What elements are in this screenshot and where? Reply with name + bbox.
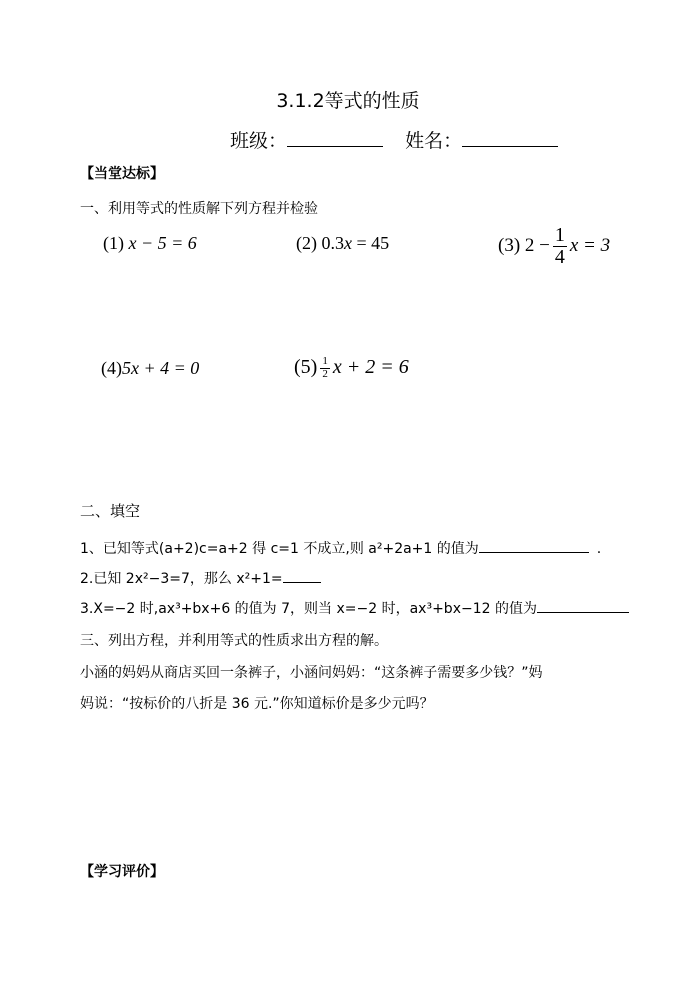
student-info bbox=[230, 126, 558, 153]
equation-2-label: (2) bbox=[296, 233, 317, 253]
fill-question-1-blank[interactable] bbox=[479, 539, 589, 553]
class-blank[interactable] bbox=[287, 128, 383, 147]
equation-3-pre: 2 − bbox=[524, 234, 550, 256]
fill-question-2-blank[interactable] bbox=[283, 569, 321, 583]
equation-5-fraction bbox=[320, 356, 330, 380]
equation-3-label: (3) bbox=[498, 234, 521, 256]
equation-5-post: x + 2 = 6 bbox=[332, 356, 409, 378]
name-label: 姓名： bbox=[405, 130, 463, 152]
fill-question-1-text: 1、已知等式(a+2)c=a+2 得 c=1 不成立,则 a²+2a+1 的值为 bbox=[80, 541, 479, 557]
fill-question-3-blank[interactable] bbox=[537, 599, 629, 613]
problem-line-1: 小涵的妈妈从商店买回一条裤子，小涵问妈妈：“这条裤子需要多少钱？”妈 bbox=[80, 665, 543, 681]
equation-1-label: (1) bbox=[103, 233, 124, 253]
practice-heading: 【当堂达标】 bbox=[80, 166, 164, 182]
equation-3-fraction bbox=[553, 225, 567, 268]
equation-4-label: (4) bbox=[101, 358, 122, 378]
equation-section-title: 三、列出方程，并利用等式的性质求出方程的解。 bbox=[80, 633, 388, 649]
equation-5-num: 1 bbox=[322, 355, 328, 368]
equation-1-body: x − 5 = 6 bbox=[128, 233, 197, 253]
page-title: 3.1.2等式的性质 bbox=[276, 90, 420, 112]
equation-4-body: 5x + 4 = 0 bbox=[122, 358, 200, 378]
equation-1 bbox=[103, 233, 197, 254]
equation-3-post: x = 3 bbox=[569, 234, 611, 256]
part1-title: 一、利用等式的性质解下列方程并检验 bbox=[80, 201, 318, 217]
equation-5-label: (5) bbox=[294, 356, 318, 378]
equation-2-coef: 0.3 bbox=[321, 233, 344, 253]
equation-2-var: x bbox=[344, 233, 352, 253]
equation-3-num: 1 bbox=[554, 224, 565, 246]
fill-question-2 bbox=[80, 568, 321, 588]
fill-title: 二、填空 bbox=[80, 502, 141, 520]
equation-2 bbox=[296, 233, 389, 254]
fill-question-3-text: 3.X=−2 时,ax³+bx+6 的值为 7，则当 x=−2 时，ax³+bx−12 的值为 bbox=[80, 601, 537, 617]
equation-5-den: 2 bbox=[322, 367, 328, 380]
problem-line-2: 妈说：“按标价的八折是 36 元.”你知道标价是多少元吗？ bbox=[80, 696, 434, 712]
fill-question-3 bbox=[80, 598, 629, 618]
equation-3 bbox=[498, 225, 610, 268]
name-blank[interactable] bbox=[462, 128, 558, 147]
equation-2-right: = 45 bbox=[352, 233, 390, 253]
fill-question-1 bbox=[80, 538, 601, 558]
fill-question-1-end: . bbox=[596, 541, 602, 557]
fill-question-2-text: 2.已知 2x²−3=7，那么 x²+1= bbox=[80, 571, 283, 587]
equation-3-den: 4 bbox=[554, 246, 565, 268]
class-label: 班级： bbox=[230, 130, 288, 152]
evaluation-heading: 【学习评价】 bbox=[80, 864, 164, 880]
equation-4 bbox=[101, 358, 199, 379]
equation-5 bbox=[294, 356, 409, 380]
